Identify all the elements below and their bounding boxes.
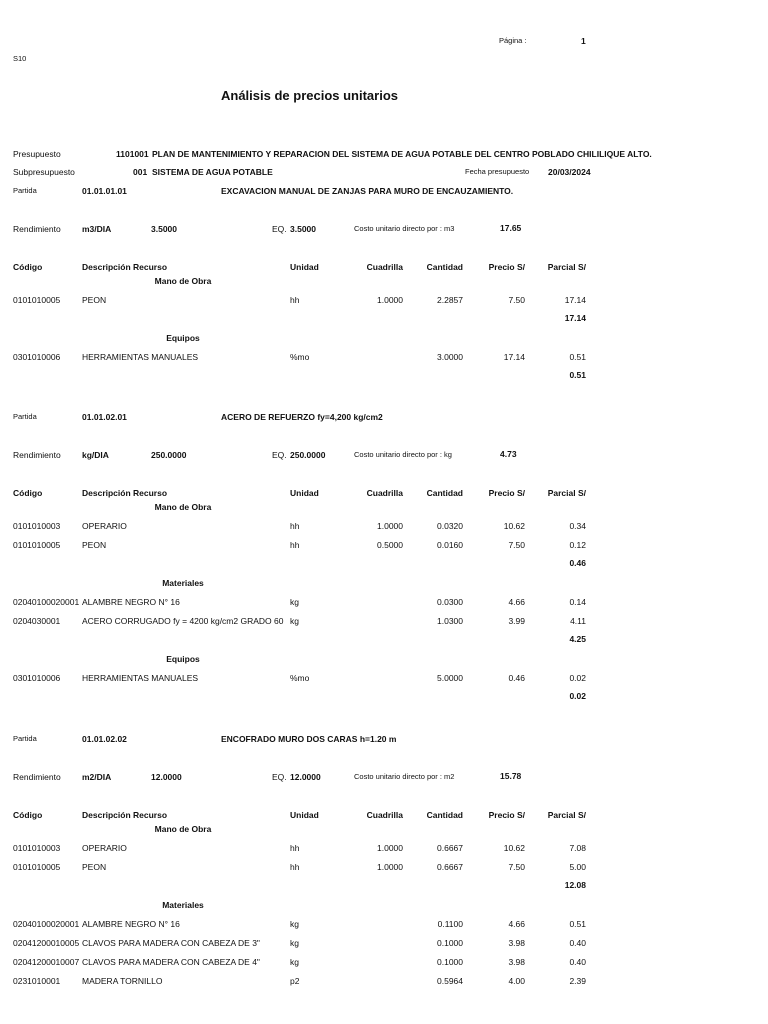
cost-label: Costo unitario directo por : kg <box>354 450 452 459</box>
column-header-codigo: Código <box>13 262 43 272</box>
column-header-codigo: Código <box>13 488 43 498</box>
column-header-cantidad: Cantidad <box>426 262 463 272</box>
cost-label: Costo unitario directo por : m2 <box>354 772 455 781</box>
group-subtotal: 17.14 <box>564 313 586 323</box>
eq-label: EQ. <box>272 450 287 460</box>
cost-value: 17.65 <box>500 223 522 233</box>
row-cantidad: 3.0000 <box>437 352 463 362</box>
fecha-label: Fecha presupuesto <box>465 167 530 176</box>
row-unit: %mo <box>290 352 310 362</box>
row-code: 02040100020001 <box>13 597 80 607</box>
partida-code: 01.01.02.01 <box>82 412 127 422</box>
group-title: Mano de Obra <box>154 276 212 286</box>
row-cuadrilla: 1.0000 <box>377 843 403 853</box>
row-code: 0301010006 <box>13 673 61 683</box>
row-unit: kg <box>290 597 299 607</box>
row-unit: hh <box>290 862 300 872</box>
rendimiento-label: Rendimiento <box>13 772 61 782</box>
row-description: PEON <box>82 295 107 305</box>
presupuesto-name: PLAN DE MANTENIMIENTO Y REPARACION DEL SISTEMA DE AGUA POTABLE DEL CENTRO POBLADO CHILILIQUE ALTO. <box>152 149 652 159</box>
row-precio: 0.46 <box>508 673 525 683</box>
partida-code: 01.01.01.01 <box>82 186 127 196</box>
eq-value: 250.0000 <box>290 450 326 460</box>
partida-label: Partida <box>13 734 37 743</box>
column-header-codigo: Código <box>13 810 43 820</box>
rendimiento-unit: kg/DIA <box>82 450 109 460</box>
rendimiento-label: Rendimiento <box>13 450 61 460</box>
row-unit: hh <box>290 295 300 305</box>
row-description: MADERA TORNILLO <box>82 976 163 986</box>
row-description: CLAVOS PARA MADERA CON CABEZA DE 4" <box>82 957 260 967</box>
row-unit: hh <box>290 540 300 550</box>
column-header-unidad: Unidad <box>290 262 319 272</box>
group-subtotal: 0.51 <box>569 370 586 380</box>
row-precio: 7.50 <box>508 295 525 305</box>
row-code: 0301010006 <box>13 352 61 362</box>
fecha-value: 20/03/2024 <box>548 167 591 177</box>
column-header-parcial: Parcial S/ <box>547 262 586 272</box>
row-parcial: 0.02 <box>569 673 586 683</box>
row-cantidad: 0.6667 <box>437 862 463 872</box>
row-cantidad: 0.1100 <box>437 919 463 929</box>
row-description: CLAVOS PARA MADERA CON CABEZA DE 3" <box>82 938 260 948</box>
group-title: Materiales <box>162 900 204 910</box>
column-header-cuadrilla: Cuadrilla <box>366 810 403 820</box>
presupuesto-label: Presupuesto <box>13 149 61 159</box>
column-header-cuadrilla: Cuadrilla <box>366 262 403 272</box>
group-title: Equipos <box>166 333 200 343</box>
row-description: OPERARIO <box>82 521 127 531</box>
subpresupuesto-name: SISTEMA DE AGUA POTABLE <box>152 167 273 177</box>
row-parcial: 0.14 <box>569 597 586 607</box>
column-header-precio: Precio S/ <box>488 262 525 272</box>
rendimiento-value: 3.5000 <box>151 224 177 234</box>
row-cuadrilla: 1.0000 <box>377 862 403 872</box>
column-header-cuadrilla: Cuadrilla <box>366 488 403 498</box>
row-cuadrilla: 0.5000 <box>377 540 403 550</box>
row-precio: 7.50 <box>508 540 525 550</box>
row-unit: hh <box>290 843 300 853</box>
column-header-cantidad: Cantidad <box>426 488 463 498</box>
column-header-descripcion: Descripción Recurso <box>82 810 168 820</box>
row-code: 02041200010005 <box>13 938 80 948</box>
row-description: ALAMBRE NEGRO N° 16 <box>82 919 180 929</box>
rendimiento-unit: m3/DIA <box>82 224 112 234</box>
row-code: 0231010001 <box>13 976 61 986</box>
row-description: ALAMBRE NEGRO N° 16 <box>82 597 180 607</box>
row-parcial: 7.08 <box>569 843 586 853</box>
row-code: 0101010005 <box>13 540 61 550</box>
row-cantidad: 2.2857 <box>437 295 463 305</box>
rendimiento-value: 250.0000 <box>151 450 187 460</box>
column-header-precio: Precio S/ <box>488 488 525 498</box>
rendimiento-unit: m2/DIA <box>82 772 112 782</box>
row-precio: 17.14 <box>503 352 525 362</box>
presupuesto-code: 1101001 <box>116 149 149 159</box>
group-title: Equipos <box>166 654 200 664</box>
column-header-descripcion: Descripción Recurso <box>82 488 168 498</box>
row-unit: kg <box>290 919 299 929</box>
rendimiento-value: 12.0000 <box>151 772 182 782</box>
row-code: 0101010003 <box>13 843 61 853</box>
row-precio: 4.66 <box>508 919 525 929</box>
row-parcial: 2.39 <box>569 976 586 986</box>
column-header-unidad: Unidad <box>290 810 319 820</box>
row-parcial: 0.40 <box>569 938 586 948</box>
row-parcial: 0.12 <box>569 540 586 550</box>
row-parcial: 5.00 <box>569 862 586 872</box>
column-header-precio: Precio S/ <box>488 810 525 820</box>
row-cantidad: 0.6667 <box>437 843 463 853</box>
column-header-cantidad: Cantidad <box>426 810 463 820</box>
row-cantidad: 0.1000 <box>437 938 463 948</box>
row-description: HERRAMIENTAS MANUALES <box>82 673 199 683</box>
row-code: 02041200010007 <box>13 957 80 967</box>
row-cantidad: 0.1000 <box>437 957 463 967</box>
software-label: S10 <box>13 54 27 63</box>
row-parcial: 0.40 <box>569 957 586 967</box>
row-unit: %mo <box>290 673 310 683</box>
row-precio: 4.66 <box>508 597 525 607</box>
row-description: OPERARIO <box>82 843 127 853</box>
row-precio: 4.00 <box>508 976 525 986</box>
row-precio: 10.62 <box>503 521 525 531</box>
row-unit: kg <box>290 957 299 967</box>
row-code: 0101010005 <box>13 295 61 305</box>
partida-label: Partida <box>13 186 37 195</box>
partida-name: ENCOFRADO MURO DOS CARAS h=1.20 m <box>221 734 397 744</box>
partida-name: ACERO DE REFUERZO fy=4,200 kg/cm2 <box>221 412 383 422</box>
partida-label: Partida <box>13 412 37 421</box>
group-title: Materiales <box>162 578 204 588</box>
page-number: 1 <box>581 36 586 46</box>
rendimiento-label: Rendimiento <box>13 224 61 234</box>
eq-label: EQ. <box>272 772 287 782</box>
row-precio: 7.50 <box>508 862 525 872</box>
row-cantidad: 1.0300 <box>437 616 463 626</box>
row-description: HERRAMIENTAS MANUALES <box>82 352 199 362</box>
row-code: 0101010005 <box>13 862 61 872</box>
cost-value: 4.73 <box>500 449 517 459</box>
partida-code: 01.01.02.02 <box>82 734 127 744</box>
group-subtotal: 0.02 <box>569 691 586 701</box>
partida-name: EXCAVACION MANUAL DE ZANJAS PARA MURO DE ENCAUZAMIENTO. <box>221 186 514 196</box>
row-parcial: 0.51 <box>569 919 586 929</box>
row-precio: 10.62 <box>503 843 525 853</box>
subpresupuesto-code: 001 <box>133 167 148 177</box>
row-unit: kg <box>290 938 299 948</box>
page-label: Página : <box>499 36 527 45</box>
row-precio: 3.99 <box>508 616 525 626</box>
row-unit: hh <box>290 521 300 531</box>
group-title: Mano de Obra <box>154 502 212 512</box>
row-cantidad: 5.0000 <box>437 673 463 683</box>
row-parcial: 4.11 <box>570 616 586 626</box>
row-cantidad: 0.5964 <box>437 976 463 986</box>
column-header-parcial: Parcial S/ <box>547 810 586 820</box>
column-header-unidad: Unidad <box>290 488 319 498</box>
subpresupuesto-label: Subpresupuesto <box>13 167 75 177</box>
row-description: PEON <box>82 862 107 872</box>
page-title: Análisis de precios unitarios <box>221 88 398 103</box>
row-code: 02040100020001 <box>13 919 80 929</box>
row-unit: kg <box>290 616 299 626</box>
group-title: Mano de Obra <box>154 824 212 834</box>
eq-value: 12.0000 <box>290 772 321 782</box>
row-cuadrilla: 1.0000 <box>377 295 403 305</box>
column-header-descripcion: Descripción Recurso <box>82 262 168 272</box>
cost-value: 15.78 <box>500 771 522 781</box>
eq-value: 3.5000 <box>290 224 316 234</box>
row-code: 0101010003 <box>13 521 61 531</box>
row-description: PEON <box>82 540 107 550</box>
row-parcial: 0.51 <box>569 352 586 362</box>
group-subtotal: 4.25 <box>569 634 586 644</box>
group-subtotal: 0.46 <box>569 558 586 568</box>
row-cantidad: 0.0320 <box>437 521 463 531</box>
row-cantidad: 0.0300 <box>437 597 463 607</box>
row-cuadrilla: 1.0000 <box>377 521 403 531</box>
row-unit: p2 <box>290 976 300 986</box>
row-code: 0204030001 <box>13 616 61 626</box>
row-parcial: 0.34 <box>569 521 586 531</box>
row-description: ACERO CORRUGADO fy = 4200 kg/cm2 GRADO 60 <box>82 616 284 626</box>
row-precio: 3.98 <box>508 957 525 967</box>
column-header-parcial: Parcial S/ <box>547 488 586 498</box>
eq-label: EQ. <box>272 224 287 234</box>
cost-label: Costo unitario directo por : m3 <box>354 224 455 233</box>
group-subtotal: 12.08 <box>564 880 586 890</box>
row-parcial: 17.14 <box>564 295 586 305</box>
row-precio: 3.98 <box>508 938 525 948</box>
row-cantidad: 0.0160 <box>437 540 463 550</box>
